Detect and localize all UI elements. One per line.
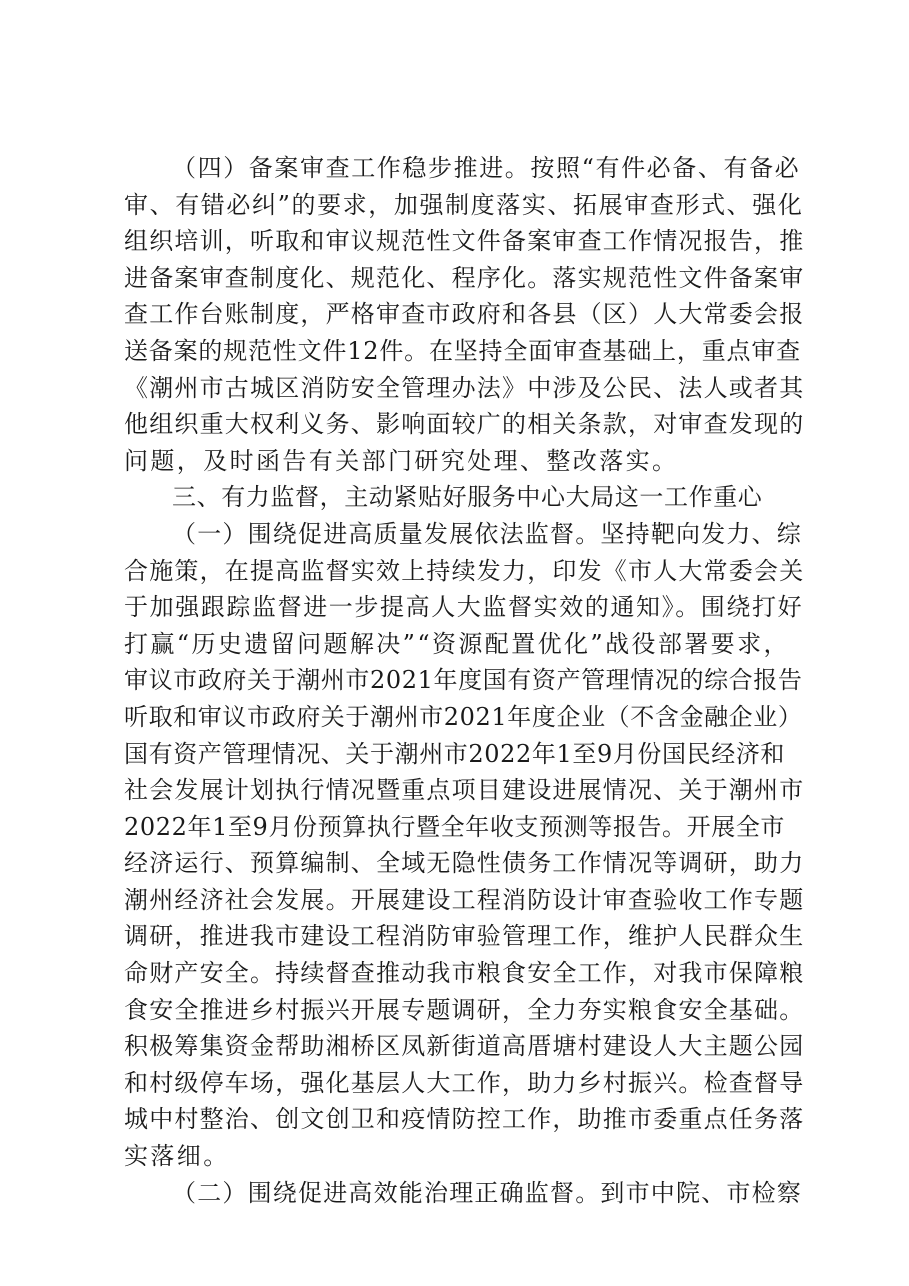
text-line: 于加强跟踪监督进一步提高人大监督实效的通知》。围绕打好 (124, 593, 804, 622)
text-line: 实落细。 (124, 1142, 230, 1171)
text-line: 《潮州市古城区消防安全管理办法》中涉及公民、法人或者其 (124, 373, 805, 402)
text-line: 经济运行、预算编制、全域无隐性债务工作情况等调研，助力 (124, 849, 805, 878)
text-line: 社会发展计划执行情况暨重点项目建设进展情况、关于潮州市 (124, 776, 805, 805)
section-3-heading: 三、有力监督，主动紧贴好服务中心大局这一工作重心 (172, 483, 763, 512)
text-line: 审议市政府关于潮州市2021年度国有资产管理情况的综合报告 (124, 666, 803, 695)
text-line: 进备案审查制度化、规范化、程序化。落实规范性文件备案审 (124, 263, 805, 292)
text-line: 和村级停车场，强化基层人大工作，助力乡村振兴。检查督导 (124, 1068, 805, 1097)
text-line: 潮州经济社会发展。开展建设工程消防设计审查验收工作专题 (124, 885, 805, 914)
text-line: 调研，推进我市建设工程消防审验管理工作，维护人民群众生 (124, 922, 805, 951)
text-line: 食安全推进乡村振兴开展专题调研，全力夯实粮食安全基础。 (124, 995, 805, 1024)
document-body (124, 150, 804, 1211)
paragraph-1-heading-line: （一）围绕促进高质量发展依法监督。坚持靶向发力、综 (172, 519, 802, 548)
text-line: 积极筹集资金帮助湘桥区凤新街道高厝塘村建设人大主题公园 (124, 1032, 805, 1061)
text-line: 听取和审议市政府关于潮州市2021年度企业（不含金融企业） (124, 702, 803, 731)
text-line: 送备案的规范性文件12件。在坚持全面审查基础上，重点审查 (124, 336, 801, 365)
paragraph-2-heading-line: （二）围绕促进高效能治理正确监督。到市中院、市检察 (172, 1178, 802, 1207)
text-line: 打赢“历史遗留问题解决”“资源配置优化”战役部署要求， (124, 629, 790, 658)
text-line: 城中村整治、创文创卫和疫情防控工作，助推市委重点任务落 (124, 1105, 805, 1134)
text-line: 审、有错必纠”的要求，加强制度落实、拓展审查形式、强化 (124, 190, 804, 219)
paragraph-4-heading-line: （四）备案审查工作稳步推进。按照“有件必备、有备必 (172, 154, 801, 182)
text-line: 组织培训，听取和审议规范性文件备案审查工作情况报告，推 (124, 227, 805, 256)
text-line: 国有资产管理情况、关于潮州市2022年1至9月份国民经济和 (124, 739, 786, 768)
text-line: 合施策，在提高监督实效上持续发力，印发《市人大常委会关 (124, 556, 805, 585)
text-line: 查工作台账制度，严格审查市政府和各县（区）人大常委会报 (124, 300, 805, 329)
text-line: 他组织重大权利义务、影响面较广的相关条款，对审查发现的 (124, 410, 805, 439)
text-line: 命财产安全。持续督查推动我市粮食安全工作，对我市保障粮 (124, 959, 805, 988)
text-line: 问题，及时函告有关部门研究处理、整改落实。 (124, 446, 679, 475)
text-line: 2022年1至9月份预算执行暨全年收支预测等报告。开展全市 (124, 812, 786, 841)
